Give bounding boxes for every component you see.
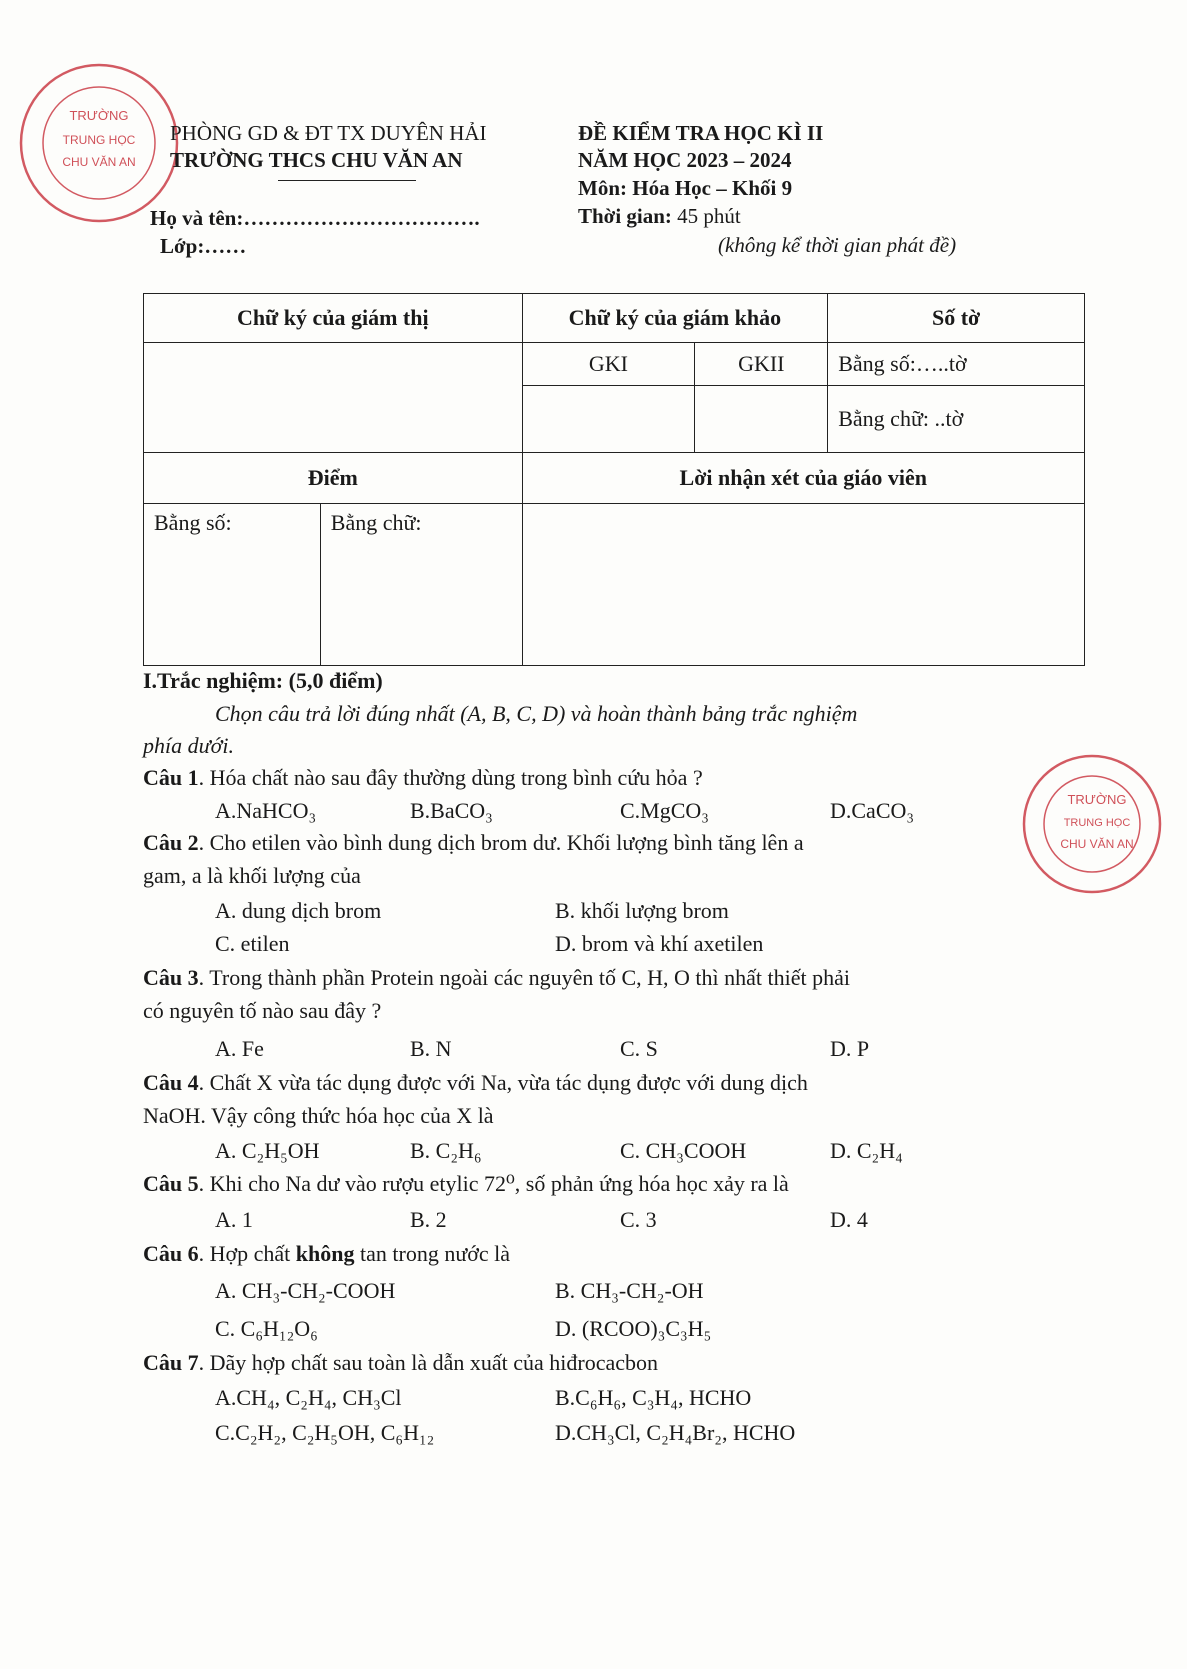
question-7-option-a: A.CH₄, C₂H₄, CH₃Cl (215, 1385, 402, 1410)
school-name: TRƯỜNG THCS CHU VĂN AN (170, 148, 463, 172)
class-field: Lớp:…… (160, 234, 247, 258)
time-value: 45 phút (677, 204, 741, 228)
question-3-option-d: D. P (830, 1036, 870, 1061)
question-5-option-c: C. 3 (620, 1207, 657, 1232)
proctor-signature-cell (144, 343, 523, 453)
question-5-option-a: A. 1 (215, 1207, 253, 1232)
school-year: NĂM HỌC 2023 – 2024 (578, 148, 792, 172)
question-stem: Dãy hợp chất sau toàn là dẫn xuất của hiđrocacbon (209, 1350, 659, 1375)
question-2-text (143, 863, 361, 889)
question-4-text (143, 1103, 494, 1129)
question-stem: có nguyên tố nào sau đây ? (143, 998, 382, 1023)
question-1-option-c: C.MgCO₃ (620, 798, 709, 823)
question-1-option-b: B.BaCO₃ (410, 798, 493, 823)
question-6-option-b: B. CH₃-CH₂-OH (555, 1278, 704, 1303)
instruction-line-2: phía dưới. (143, 733, 234, 758)
subject: Môn: Hóa Học – Khối 9 (578, 176, 793, 200)
question-7-option-c: C.C₂H₂, C₂H₅OH, C₆H₁₂ (215, 1420, 435, 1445)
sheet-count-header: Số tờ (828, 294, 1085, 343)
proctor-signature-header: Chữ ký của giám thị (144, 294, 523, 343)
question-1-option-d: D.CaCO₃ (830, 798, 915, 823)
question-stem: Cho etilen vào bình dung dịch brom dư. Khối lượng bình tăng lên a (209, 830, 804, 855)
question-7-option-b: B.C₆H₆, C₃H₄, HCHO (555, 1385, 752, 1410)
question-4-option-a: A. C₂H₅OH (215, 1138, 320, 1163)
question-3-text (143, 998, 381, 1024)
question-4-option-c: C. CH₃COOH (620, 1138, 747, 1163)
question-stem: gam, a là khối lượng của (143, 863, 361, 888)
school-stamp-side (1012, 752, 1182, 902)
question-label: Câu 5 (143, 1171, 199, 1196)
question-3-option-c: C. S (620, 1036, 658, 1061)
question-stem: Chất X vừa tác dụng được với Na, vừa tác dụng được với dung dịch (209, 1070, 808, 1095)
question-2-text: Câu 2. Cho etilen vào bình dung dịch brom dư. Khối lượng bình tăng lên a (143, 830, 804, 855)
question-2-option-b: B. khối lượng brom (555, 898, 729, 923)
score-number-cell: Bằng số: (144, 504, 321, 666)
examiner-1-header: GKI (522, 343, 695, 386)
svg-text:TRƯỜNG: TRƯỜNG (1067, 792, 1127, 807)
question-3-text: Câu 3. Trong thành phần Protein ngoài các nguyên tố C, H, O thì nhất thiết phải (143, 965, 850, 990)
question-6-text: Câu 6. Hợp chất không tan trong nước là (143, 1241, 511, 1266)
question-2-option-a: A. dung dịch brom (215, 898, 382, 923)
svg-text:CHU VĂN AN: CHU VĂN AN (62, 155, 136, 169)
question-label: Câu 4 (143, 1070, 199, 1095)
sheet-count-words: Bằng chữ: ..tờ (828, 386, 1085, 453)
question-6-option-c: C. C₆H₁₂O₆ (215, 1316, 318, 1341)
question-label: Câu 7 (143, 1350, 199, 1375)
question-stem: NaOH. Vậy công thức hóa học của X là (143, 1103, 494, 1128)
svg-text:TRUNG HỌC: TRUNG HỌC (1063, 817, 1131, 829)
svg-text:CHU VĂN AN: CHU VĂN AN (1060, 837, 1134, 851)
school-stamp-top (14, 58, 184, 228)
question-stem: Hợp chất không tan trong nước là (209, 1241, 511, 1266)
question-6-option-a: A. CH₃-CH₂-COOH (215, 1278, 396, 1303)
sheet-count-number: Bằng số:…..tờ (828, 343, 1085, 386)
question-1-text: Câu 1. Hóa chất nào sau đây thường dùng trong bình cứu hỏa ? (143, 765, 703, 790)
question-7-text: Câu 7. Dãy hợp chất sau toàn là dẫn xuất của hiđrocacbon (143, 1350, 659, 1375)
student-name-field: Họ và tên:……………………………. (150, 206, 480, 230)
svg-text:TRUNG HỌC: TRUNG HỌC (62, 133, 136, 147)
question-label: Câu 3 (143, 965, 199, 990)
question-1-option-a: A.NaHCO₃ (215, 798, 317, 823)
question-label: Câu 1 (143, 765, 199, 790)
question-stem: Khi cho Na dư vào rượu etylic 72⁰, số phản ứng hóa học xảy ra là (209, 1171, 789, 1196)
section-title: I.Trắc nghiệm: (5,0 điểm) (143, 668, 383, 693)
question-3-option-a: A. Fe (215, 1036, 264, 1061)
examiner-2-header: GKII (695, 343, 828, 386)
score-words-cell: Bằng chữ: (320, 504, 522, 666)
question-3-option-b: B. N (410, 1036, 452, 1061)
instruction-line-1: Chọn câu trả lời đúng nhất (A, B, C, D) và hoàn thành bảng trắc nghiệm (215, 701, 858, 726)
header-underline (278, 180, 416, 181)
question-2-option-c: C. etilen (215, 931, 290, 956)
department-name: PHÒNG GD & ĐT TX DUYÊN HẢI (170, 121, 487, 145)
question-label: Câu 6 (143, 1241, 199, 1266)
question-stem: Hóa chất nào sau đây thường dùng trong bình cứu hỏa ? (209, 765, 703, 790)
question-2-option-d: D. brom và khí axetilen (555, 931, 764, 956)
score-header: Điểm (144, 453, 523, 504)
time-note: (không kể thời gian phát đề) (718, 233, 957, 257)
question-5-option-b: B. 2 (410, 1207, 447, 1232)
question-label: Câu 2 (143, 830, 199, 855)
question-4-text: Câu 4. Chất X vừa tác dụng được với Na, vừa tác dụng được với dung dịch (143, 1070, 808, 1095)
question-4-option-d: D. C₂H₄ (830, 1138, 903, 1163)
question-7-option-d: D.CH₃Cl, C₂H₄Br₂, HCHO (555, 1420, 796, 1445)
exam-time (578, 204, 741, 229)
time-label: Thời gian: (578, 204, 672, 228)
examiner-1-signature-cell (522, 386, 695, 453)
svg-text:TRƯỜNG: TRƯỜNG (69, 108, 129, 123)
question-4-option-b: B. C₂H₆ (410, 1138, 482, 1163)
signature-score-table (143, 293, 1085, 666)
question-6-option-d: D. (RCOO)₃C₃H₅ (555, 1316, 712, 1341)
teacher-comment-header: Lời nhận xét của giáo viên (522, 453, 1084, 504)
exam-title: ĐỀ KIỂM TRA HỌC KÌ II (578, 121, 824, 145)
examiner-2-signature-cell (695, 386, 828, 453)
examiner-signature-header: Chữ ký của giám khảo (522, 294, 828, 343)
question-5-option-d: D. 4 (830, 1207, 868, 1232)
teacher-comment-cell (522, 504, 1084, 666)
question-5-text: Câu 5. Khi cho Na dư vào rượu etylic 72⁰, số phản ứng hóa học xảy ra là (143, 1171, 789, 1196)
question-stem: Trong thành phần Protein ngoài các nguyên tố C, H, O thì nhất thiết phải (209, 965, 850, 990)
